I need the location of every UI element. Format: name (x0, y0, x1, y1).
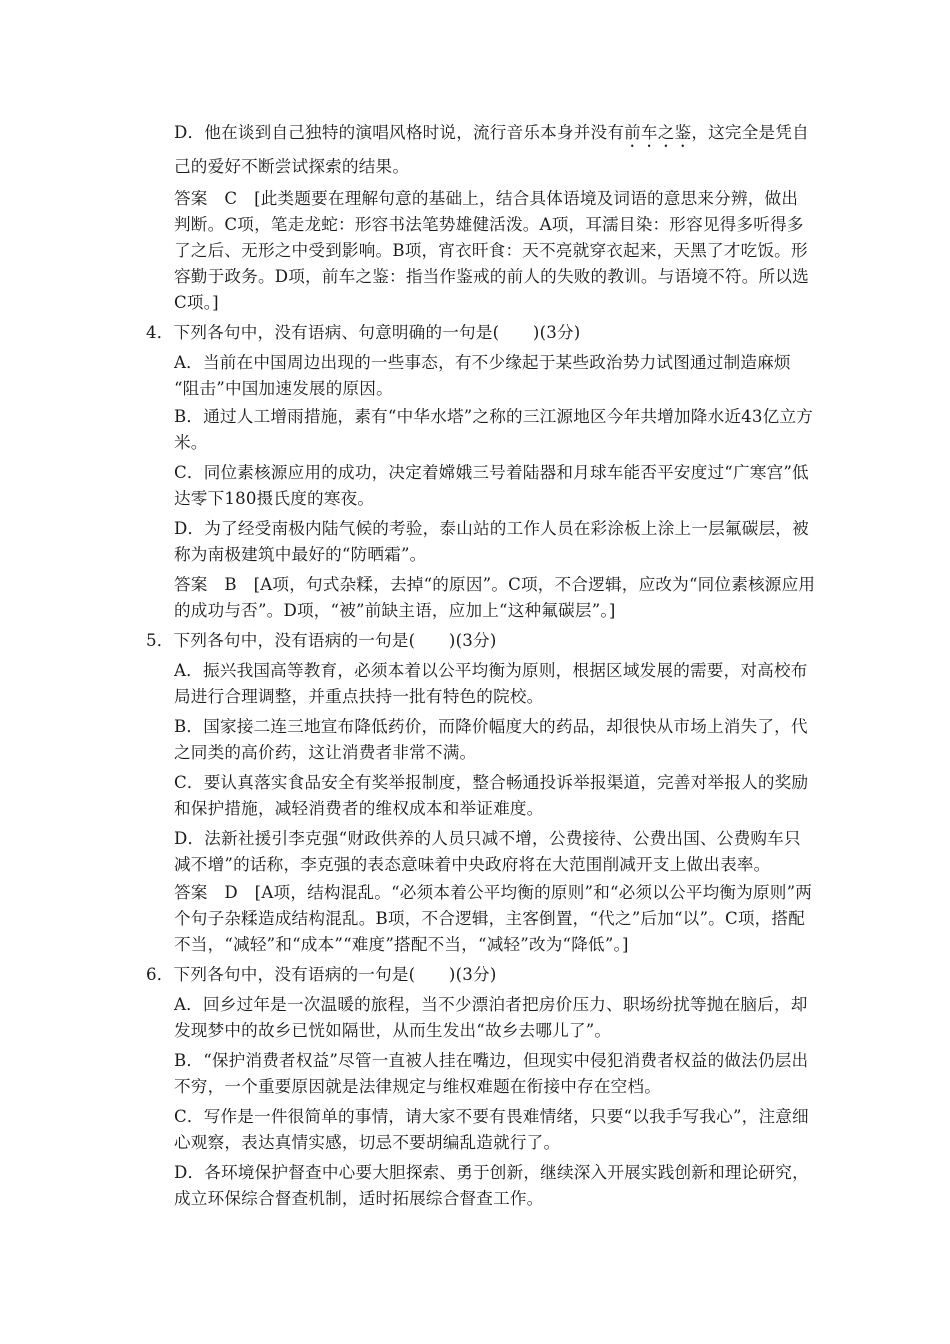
q3-answer-line: 容勤于政务。D项，前车之鉴：指当作鉴戒的前人的失败的教训。与语境不符。所以选 (174, 267, 809, 286)
q6-stem: 6．下列各句中，没有语病的一句是( )(3分) (146, 965, 497, 984)
q3-answer-line: C项。] (174, 293, 219, 312)
q4-answer-line: 答案 B [A项，句式杂糅，去掉“的原因”。C项，不合逻辑，应改为“同位素核源应用 (174, 575, 816, 594)
q6-option-d: 成立环保综合督查机制，适时拓展综合督查工作。 (174, 1189, 544, 1208)
q3-option-d-emphasized-idiom: 前车之鉴 (624, 123, 692, 142)
q4-answer-line: 的成功与否”。D项，“被”前缺主语，应加上“这种氟碳层”。] (174, 601, 616, 620)
q5-option-b: 之同类的高价药，这让消费者非常不满。 (174, 743, 477, 762)
q6-option-c: C．写作是一件很简单的事情，请大家不要有畏难情绪，只要“以我手写我心”，注意细 (174, 1107, 809, 1126)
q4-option-d: D．为了经受南极内陆气候的考验，泰山站的工作人员在彩涂板上涂上一层氟碳层，被 (174, 519, 809, 538)
q5-option-c: C．要认真落实食品安全有奖举报制度，整合畅通投诉举报渠道，完善对举报人的奖励 (174, 773, 809, 792)
q6-option-a: 发现梦中的故乡已恍如隔世，从而生发出“故乡去哪儿了”。 (174, 1021, 612, 1040)
q5-answer-line: 不当，“减轻”和“成本”“难度”搭配不当，“减轻”改为“降低”。] (174, 935, 629, 954)
q5-option-d: D．法新社援引李克强“财政供养的人员只减不增，公费接待、公费出国、公费购车只 (174, 829, 801, 848)
q4-option-b: 米。 (174, 433, 208, 452)
q3-option-d-line1 (174, 122, 809, 151)
q5-option-a: 局进行合理调整，并重点扶持一批有特色的院校。 (174, 687, 544, 706)
q4-option-a: “阻击”中国加速发展的原因。 (174, 379, 393, 398)
q3-answer-line: 答案 C [此类题要在理解句意的基础上，结合具体语境及词语的意思来分辨，做出 (174, 189, 799, 208)
q6-option-c: 心观察，表达真情实感，切忌不要胡编乱造就行了。 (174, 1133, 561, 1152)
q3-option-d-text-b: ，这完全是凭自 (691, 123, 809, 142)
q4-option-c: C．同位素核源应用的成功，决定着嫦娥三号着陆器和月球车能否平安度过“广寒宫”低 (174, 463, 809, 482)
q6-option-a: A．回乡过年是一次温暖的旅程，当不少漂泊者把房价压力、职场纷扰等抛在脑后，却 (174, 995, 808, 1014)
q4-option-c: 达零下180摄氏度的寒夜。 (174, 489, 375, 508)
q5-option-c: 和保护措施，减轻消费者的维权成本和举证难度。 (174, 799, 544, 818)
q6-option-d: D．各环境保护督查中心要大胆探索、勇于创新，继续深入开展实践创新和理论研究， (174, 1163, 809, 1182)
q4-option-a: A．当前在中国周边出现的一些事态，有不少缘起于某些政治势力试图通过制造麻烦 (174, 353, 791, 372)
q5-option-b: B．国家接二连三地宣布降低药价，而降价幅度大的药品，却很快从市场上消失了，代 (174, 717, 808, 736)
q3-answer-line: 了之后、无形之中受到影响。B项，宵衣旰食：天不亮就穿衣起来，天黑了才吃饭。形 (174, 241, 808, 260)
q4-option-b: B．通过人工增雨措施，素有“中华水塔”之称的三江源地区今年共增加降水近43亿立方 (174, 407, 814, 426)
q6-option-b: 不穷，一个重要原因就是法律规定与维权难题在衔接中存在空档。 (174, 1077, 662, 1096)
q5-stem: 5．下列各句中，没有语病的一句是( )(3分) (146, 631, 497, 650)
q5-answer-line: 答案 D [A项，结构混乱。“必须本着公平均衡的原则”和“必须以公平均衡为原则”两 (174, 883, 813, 902)
q3-option-d-line2: 己的爱好不断尝试探索的结果。 (174, 157, 410, 176)
q5-option-d: 减不增”的话称，李克强的表态意味着中央政府将在大范围削减开支上做出表率。 (174, 855, 771, 874)
q4-stem: 4．下列各句中，没有语病、句意明确的一句是( )(3分) (146, 323, 581, 342)
q6-option-b: B．“保护消费者权益”尽管一直被人挂在嘴边，但现实中侵犯消费者权益的做法仍层出 (174, 1051, 809, 1070)
q3-option-d-text-a: D．他在谈到自己独特的演唱风格时说，流行音乐本身并没有 (174, 123, 625, 142)
q3-answer-line: 判断。C项，笔走龙蛇：形容书法笔势雄健活泼。A项，耳濡目染：形容见得多听得多 (174, 215, 804, 234)
q4-option-d: 称为南极建筑中最好的“防晒霜”。 (174, 545, 427, 564)
q5-answer-line: 个句子杂糅造成结构混乱。B项，不合逻辑，主客倒置，“代之”后加“以”。C项，搭配 (174, 909, 806, 928)
q5-option-a: A．振兴我国高等教育，必须本着以公平均衡为原则，根据区域发展的需要，对高校布 (174, 661, 808, 680)
